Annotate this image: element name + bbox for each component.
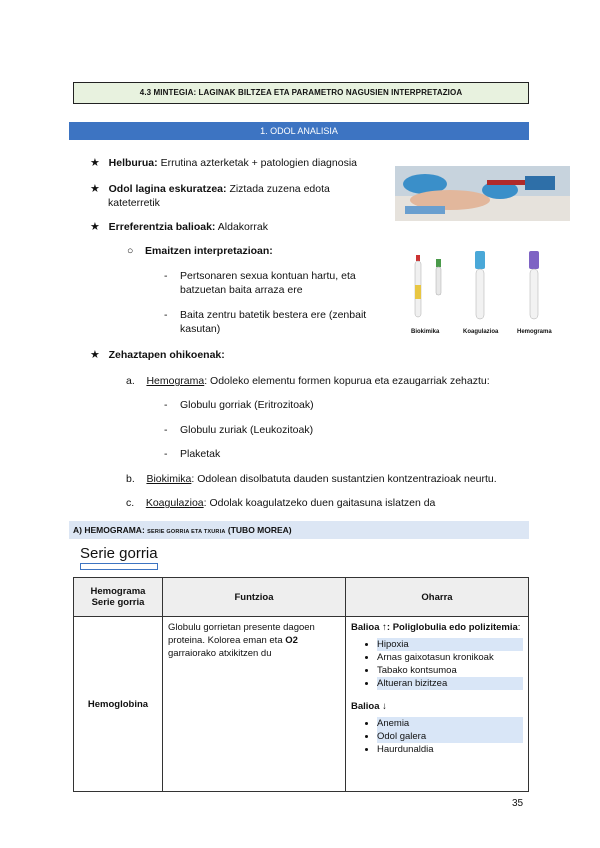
tube-label-koagulazioa: Koagulazioa	[463, 329, 499, 335]
down-list	[351, 717, 523, 756]
blood-draw-illustration	[395, 166, 570, 221]
list-item: • Odol galera	[377, 730, 523, 743]
cell-funtzioa: Globulu gorrietan presente dagoen proteina. Kolorea eman eta O2 garraiorako atxikitzen du	[163, 617, 346, 792]
blood-tubes-figure	[405, 245, 565, 340]
page-title: 4.3 MINTEGIA: LAGINAK BILTZEA ETA PARAMETRO NAGUSIEN INTERPRETAZIOA	[73, 82, 529, 104]
dash-bullet-icon: -	[164, 399, 168, 411]
star-icon: ★	[90, 157, 100, 169]
list-item: • Haurdunaldia	[377, 743, 523, 756]
dash-bullet-icon: -	[164, 309, 168, 321]
star-icon: ★	[90, 221, 100, 233]
title-underline-box	[80, 563, 158, 570]
bullet-emaitzen: ○ Emaitzen interpretazioan:	[127, 245, 273, 257]
sub-item-sexua: Pertsonaren sexua kontuan hartu, eta batzuetan baita arraza ere	[180, 270, 356, 296]
table-header-row	[74, 578, 529, 617]
blood-draw-photo	[395, 166, 570, 221]
bullet-odol-lagina: ★ Odol lagina eskuratzea: Ziztada zuzena edota	[90, 183, 330, 195]
table-row	[74, 617, 529, 792]
sub-item-zentru: Baita zentru batetik bestera ere (zenbait kasutan)	[180, 309, 367, 335]
balioa-down-label: Balioa ↓	[351, 701, 387, 712]
dash-bullet-icon: -	[164, 448, 168, 460]
col-header-hemograma: Hemograma Serie gorria	[74, 578, 163, 617]
bullet-helburua: ★ Helburua: Errutina azterketak + patologien diagnosia	[90, 157, 357, 169]
tubes-illustration	[405, 245, 565, 325]
bullet-zehaztapen: ★ Zehaztapen ohikoenak:	[90, 349, 225, 361]
bullet-erreferentzia: ★ Erreferentzia balioak: Aldakorrak	[90, 221, 268, 233]
dash-bullet-icon: -	[164, 424, 168, 436]
list-item-b: b. Biokimika: Odolean disolbatuta dauden sustantzien kontzentrazioak neurtu.	[126, 473, 497, 485]
cell-oharra	[346, 617, 529, 792]
page-number: 35	[512, 798, 524, 809]
hemograma-table	[73, 577, 529, 792]
serie-gorria-title: Serie gorria	[80, 545, 158, 562]
star-icon: ★	[90, 349, 100, 361]
list-item: • Hipoxia	[377, 638, 523, 651]
list-subitem: Plaketak	[180, 448, 221, 460]
col-header-funtzioa: Funtzioa	[163, 578, 346, 617]
tube-label-biokimika: Biokimika	[411, 329, 440, 335]
list-subitem: Globulu gorriak (Eritrozitoak)	[180, 399, 314, 411]
list-item-a: a. Hemograma: Odoleko elementu formen kopurua eta ezaugarriak zehaztu:	[126, 375, 490, 387]
bullet-odol-lagina-cont: kateterretik	[108, 197, 160, 209]
circle-bullet-icon: ○	[127, 245, 134, 257]
list-item-c: c. Koagulazioa: Odolak koagulatzeko duen gaitasuna islatzen da	[126, 497, 436, 509]
up-list	[351, 638, 523, 690]
list-item: • Anemia	[377, 717, 523, 730]
col-header-oharra: Oharra	[346, 578, 529, 617]
tube-label-hemograma: Hemograma	[517, 329, 552, 335]
list-item: • Tabako kontsumoa	[377, 664, 523, 677]
list-subitem: Globulu zuriak (Leukozitoak)	[180, 424, 314, 436]
star-icon: ★	[90, 183, 100, 195]
dash-bullet-icon: -	[164, 270, 168, 282]
balioa-up-label: Balioa ↑: Poliglobulia edo polizitemia:	[351, 622, 521, 633]
hemograma-header: A) HEMOGRAMA: SERIE GORRIA ETA TXURIA (TUBO MOREA)	[69, 521, 529, 539]
row-label-hemoglobina: Hemoglobina	[74, 617, 163, 792]
section-header: 1. ODOL ANALISIA	[69, 122, 529, 140]
list-item: • Arnas gaixotasun kronikoak	[377, 651, 523, 664]
list-item: • Altueran bizitzea	[377, 677, 523, 690]
